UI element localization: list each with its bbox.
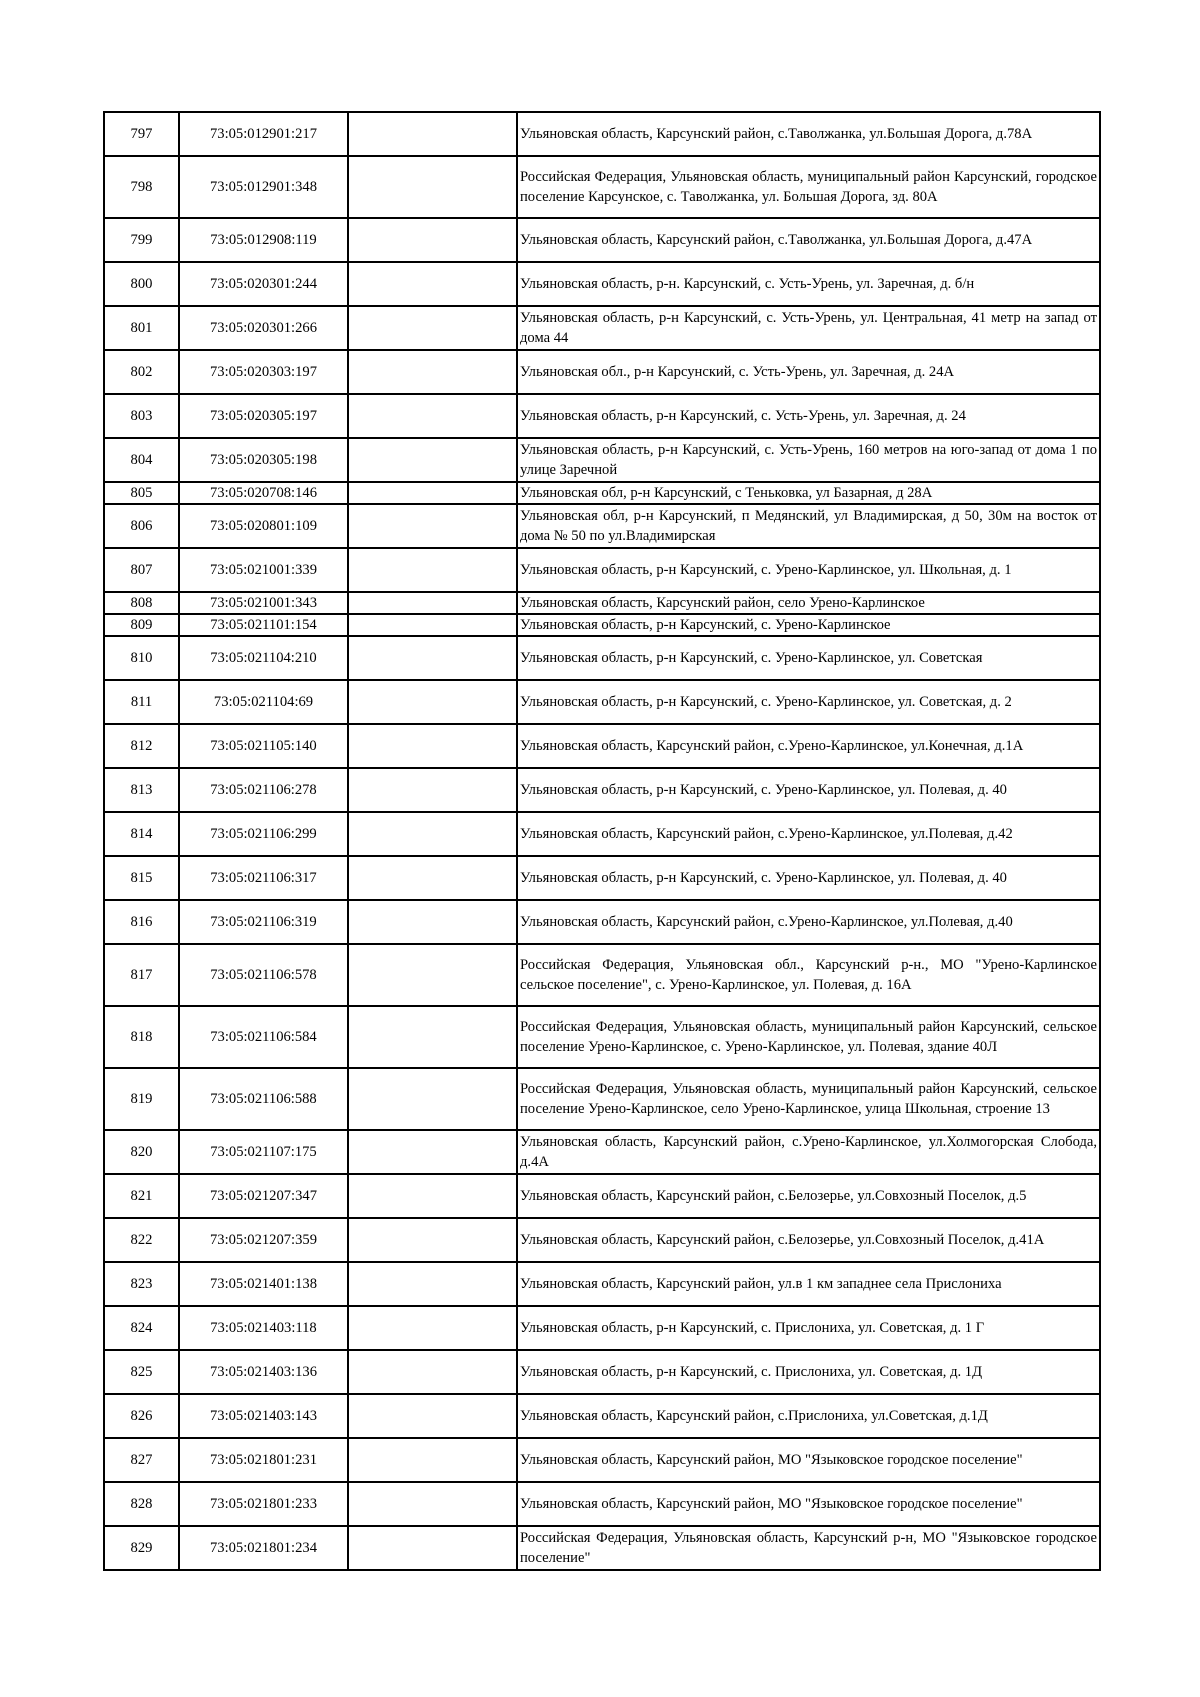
address-cell: Ульяновская область, Карсунский район, с.Белозерье, ул.Совхозный Поселок, д.41А [517, 1218, 1100, 1262]
row-number-cell: 828 [104, 1482, 179, 1526]
table-row [104, 438, 1100, 482]
table-row [104, 1006, 1100, 1068]
empty-cell [348, 1006, 517, 1068]
address-cell: Ульяновская область, Карсунский район, МО "Языковское городское поселение" [517, 1438, 1100, 1482]
empty-cell [348, 1130, 517, 1174]
empty-cell [348, 1482, 517, 1526]
cadastral-number-cell: 73:05:021106:317 [179, 856, 348, 900]
address-cell: Ульяновская область, Карсунский район, с.Урено-Карлинское, ул.Холмогорская Слобода, д.4А [517, 1130, 1100, 1174]
empty-cell [348, 482, 517, 504]
address-cell: Ульяновская область, Карсунский район, ул.в 1 км западнее села Прислониха [517, 1262, 1100, 1306]
address-cell: Ульяновская область, р-н Карсунский, с. Урено-Карлинское [517, 614, 1100, 636]
address-cell: Ульяновская область, р-н. Карсунский, с. Усть-Урень, ул. Заречная, д. б/н [517, 262, 1100, 306]
empty-cell [348, 1068, 517, 1130]
cadastral-number-cell: 73:05:021001:339 [179, 548, 348, 592]
empty-cell [348, 1394, 517, 1438]
cadastral-number-cell: 73:05:021106:299 [179, 812, 348, 856]
empty-cell [348, 812, 517, 856]
cadastral-number-cell: 73:05:021207:359 [179, 1218, 348, 1262]
table-row [104, 1306, 1100, 1350]
table-row [104, 768, 1100, 812]
row-number-cell: 817 [104, 944, 179, 1006]
empty-cell [348, 1262, 517, 1306]
table-row [104, 614, 1100, 636]
row-number-cell: 824 [104, 1306, 179, 1350]
table-row [104, 1174, 1100, 1218]
row-number-cell: 814 [104, 812, 179, 856]
empty-cell [348, 1350, 517, 1394]
cadastral-number-cell: 73:05:021107:175 [179, 1130, 348, 1174]
cadastral-number-cell: 73:05:020801:109 [179, 504, 348, 548]
address-cell: Ульяновская область, Карсунский район, с.Таволжанка, ул.Большая Дорога, д.47А [517, 218, 1100, 262]
row-number-cell: 797 [104, 112, 179, 156]
table-row [104, 350, 1100, 394]
address-cell: Ульяновская область, р-н Карсунский, с. Усть-Урень, ул. Центральная, 41 метр на запад от дома 44 [517, 306, 1100, 350]
address-cell: Ульяновская область, р-н Карсунский, с. Прислониха, ул. Советская, д. 1 Г [517, 1306, 1100, 1350]
address-cell: Ульяновская область, Карсунский район, с.Таволжанка, ул.Большая Дорога, д.78А [517, 112, 1100, 156]
table-row [104, 680, 1100, 724]
address-cell: Российская Федерация, Ульяновская обл., Карсунский р-н., МО "Урено-Карлинское сельское поселение", с. Урено-Карлинское, ул. Полевая, д. 16А [517, 944, 1100, 1006]
row-number-cell: 798 [104, 156, 179, 218]
address-cell: Российская Федерация, Ульяновская область, муниципальный район Карсунский, сельское поселение Урено-Карлинское, село Урено-Карлинское, улица Школьная, строение 13 [517, 1068, 1100, 1130]
table-row [104, 1394, 1100, 1438]
address-cell: Ульяновская область, р-н Карсунский, с. Урено-Карлинское, ул. Школьная, д. 1 [517, 548, 1100, 592]
table-row [104, 156, 1100, 218]
cadastral-number-cell: 73:05:020305:197 [179, 394, 348, 438]
row-number-cell: 812 [104, 724, 179, 768]
row-number-cell: 799 [104, 218, 179, 262]
cadastral-number-cell: 73:05:021104:69 [179, 680, 348, 724]
table-row [104, 636, 1100, 680]
table-row [104, 218, 1100, 262]
cadastral-number-cell: 73:05:021106:319 [179, 900, 348, 944]
empty-cell [348, 592, 517, 614]
address-cell: Российская Федерация, Ульяновская область, муниципальный район Карсунский, городское поселение Карсунское, с. Таволжанка, ул. Большая Дорога, зд. 80А [517, 156, 1100, 218]
empty-cell [348, 1174, 517, 1218]
table-row [104, 306, 1100, 350]
cadastral-number-cell: 73:05:012901:348 [179, 156, 348, 218]
cadastral-number-cell: 73:05:020301:244 [179, 262, 348, 306]
empty-cell [348, 504, 517, 548]
table-row [104, 900, 1100, 944]
table-row [104, 394, 1100, 438]
empty-cell [348, 900, 517, 944]
empty-cell [348, 724, 517, 768]
table-row [104, 1438, 1100, 1482]
table-row [104, 856, 1100, 900]
empty-cell [348, 856, 517, 900]
address-cell: Ульяновская область, Карсунский район, село Урено-Карлинское [517, 592, 1100, 614]
empty-cell [348, 262, 517, 306]
row-number-cell: 815 [104, 856, 179, 900]
cadastral-number-cell: 73:05:021801:233 [179, 1482, 348, 1526]
empty-cell [348, 438, 517, 482]
cadastral-number-cell: 73:05:020303:197 [179, 350, 348, 394]
address-cell: Ульяновская обл, р-н Карсунский, с Теньковка, ул Базарная, д 28А [517, 482, 1100, 504]
cadastral-number-cell: 73:05:021101:154 [179, 614, 348, 636]
cadastral-number-cell: 73:05:020708:146 [179, 482, 348, 504]
row-number-cell: 818 [104, 1006, 179, 1068]
cadastral-number-cell: 73:05:021403:136 [179, 1350, 348, 1394]
table-row [104, 1526, 1100, 1570]
address-cell: Ульяновская область, р-н Карсунский, с. Урено-Карлинское, ул. Советская, д. 2 [517, 680, 1100, 724]
row-number-cell: 804 [104, 438, 179, 482]
cadastral-number-cell: 73:05:021106:588 [179, 1068, 348, 1130]
row-number-cell: 816 [104, 900, 179, 944]
cadastral-number-cell: 73:05:012908:119 [179, 218, 348, 262]
table-row [104, 548, 1100, 592]
empty-cell [348, 944, 517, 1006]
table-row [104, 482, 1100, 504]
parcel-table [103, 111, 1101, 1571]
row-number-cell: 820 [104, 1130, 179, 1174]
row-number-cell: 809 [104, 614, 179, 636]
cadastral-number-cell: 73:05:020301:266 [179, 306, 348, 350]
row-number-cell: 800 [104, 262, 179, 306]
row-number-cell: 821 [104, 1174, 179, 1218]
table-row [104, 1350, 1100, 1394]
row-number-cell: 806 [104, 504, 179, 548]
cadastral-number-cell: 73:05:021401:138 [179, 1262, 348, 1306]
empty-cell [348, 614, 517, 636]
empty-cell [348, 768, 517, 812]
row-number-cell: 803 [104, 394, 179, 438]
cadastral-number-cell: 73:05:021207:347 [179, 1174, 348, 1218]
address-cell: Ульяновская область, Карсунский район, с.Прислониха, ул.Советская, д.1Д [517, 1394, 1100, 1438]
row-number-cell: 819 [104, 1068, 179, 1130]
address-cell: Ульяновская область, Карсунский район, с.Белозерье, ул.Совхозный Поселок, д.5 [517, 1174, 1100, 1218]
row-number-cell: 802 [104, 350, 179, 394]
address-cell: Российская Федерация, Ульяновская область, Карсунский р-н, МО "Языковское городское поселение" [517, 1526, 1100, 1570]
cadastral-number-cell: 73:05:021106:578 [179, 944, 348, 1006]
row-number-cell: 823 [104, 1262, 179, 1306]
row-number-cell: 829 [104, 1526, 179, 1570]
table-row [104, 1482, 1100, 1526]
address-cell: Ульяновская область, р-н Карсунский, с. Усть-Урень, 160 метров на юго-запад от дома 1 по улице Заречной [517, 438, 1100, 482]
row-number-cell: 827 [104, 1438, 179, 1482]
address-cell: Ульяновская область, р-н Карсунский, с. Урено-Карлинское, ул. Советская [517, 636, 1100, 680]
address-cell: Ульяновская область, Карсунский район, с.Урено-Карлинское, ул.Полевая, д.40 [517, 900, 1100, 944]
empty-cell [348, 1306, 517, 1350]
cadastral-number-cell: 73:05:012901:217 [179, 112, 348, 156]
empty-cell [348, 1438, 517, 1482]
cadastral-number-cell: 73:05:021403:143 [179, 1394, 348, 1438]
empty-cell [348, 156, 517, 218]
address-cell: Ульяновская область, р-н Карсунский, с. Урено-Карлинское, ул. Полевая, д. 40 [517, 768, 1100, 812]
table-row [104, 112, 1100, 156]
row-number-cell: 801 [104, 306, 179, 350]
cadastral-number-cell: 73:05:021105:140 [179, 724, 348, 768]
table-row [104, 1130, 1100, 1174]
address-cell: Российская Федерация, Ульяновская область, муниципальный район Карсунский, сельское поселение Урено-Карлинское, с. Урено-Карлинское, ул. Полевая, здание 40Л [517, 1006, 1100, 1068]
table-row [104, 1218, 1100, 1262]
address-cell: Ульяновская обл, р-н Карсунский, п Медянский, ул Владимирская, д 50, 30м на восток от дома № 50 по ул.Владимирская [517, 504, 1100, 548]
empty-cell [348, 1526, 517, 1570]
cadastral-number-cell: 73:05:020305:198 [179, 438, 348, 482]
address-cell: Ульяновская область, Карсунский район, с.Урено-Карлинское, ул.Конечная, д.1А [517, 724, 1100, 768]
table-row [104, 262, 1100, 306]
address-cell: Ульяновская область, Карсунский район, с.Урено-Карлинское, ул.Полевая, д.42 [517, 812, 1100, 856]
cadastral-number-cell: 73:05:021106:584 [179, 1006, 348, 1068]
row-number-cell: 808 [104, 592, 179, 614]
cadastral-number-cell: 73:05:021001:343 [179, 592, 348, 614]
empty-cell [348, 218, 517, 262]
cadastral-number-cell: 73:05:021104:210 [179, 636, 348, 680]
empty-cell [348, 112, 517, 156]
row-number-cell: 810 [104, 636, 179, 680]
address-cell: Ульяновская область, Карсунский район, МО "Языковское городское поселение" [517, 1482, 1100, 1526]
cadastral-number-cell: 73:05:021801:234 [179, 1526, 348, 1570]
empty-cell [348, 1218, 517, 1262]
address-cell: Ульяновская область, р-н Карсунский, с. Усть-Урень, ул. Заречная, д. 24 [517, 394, 1100, 438]
address-cell: Ульяновская область, р-н Карсунский, с. Урено-Карлинское, ул. Полевая, д. 40 [517, 856, 1100, 900]
parcel-table-body [104, 112, 1100, 1570]
row-number-cell: 822 [104, 1218, 179, 1262]
table-row [104, 724, 1100, 768]
empty-cell [348, 680, 517, 724]
row-number-cell: 805 [104, 482, 179, 504]
empty-cell [348, 306, 517, 350]
table-row [104, 1068, 1100, 1130]
cadastral-number-cell: 73:05:021403:118 [179, 1306, 348, 1350]
table-row [104, 1262, 1100, 1306]
row-number-cell: 813 [104, 768, 179, 812]
row-number-cell: 826 [104, 1394, 179, 1438]
address-cell: Ульяновская область, р-н Карсунский, с. Прислониха, ул. Советская, д. 1Д [517, 1350, 1100, 1394]
row-number-cell: 807 [104, 548, 179, 592]
empty-cell [348, 548, 517, 592]
cadastral-number-cell: 73:05:021106:278 [179, 768, 348, 812]
table-row [104, 504, 1100, 548]
empty-cell [348, 636, 517, 680]
table-row [104, 944, 1100, 1006]
empty-cell [348, 394, 517, 438]
row-number-cell: 825 [104, 1350, 179, 1394]
cadastral-number-cell: 73:05:021801:231 [179, 1438, 348, 1482]
address-cell: Ульяновская обл., р-н Карсунский, с. Усть-Урень, ул. Заречная, д. 24А [517, 350, 1100, 394]
table-row [104, 812, 1100, 856]
empty-cell [348, 350, 517, 394]
row-number-cell: 811 [104, 680, 179, 724]
table-row [104, 592, 1100, 614]
